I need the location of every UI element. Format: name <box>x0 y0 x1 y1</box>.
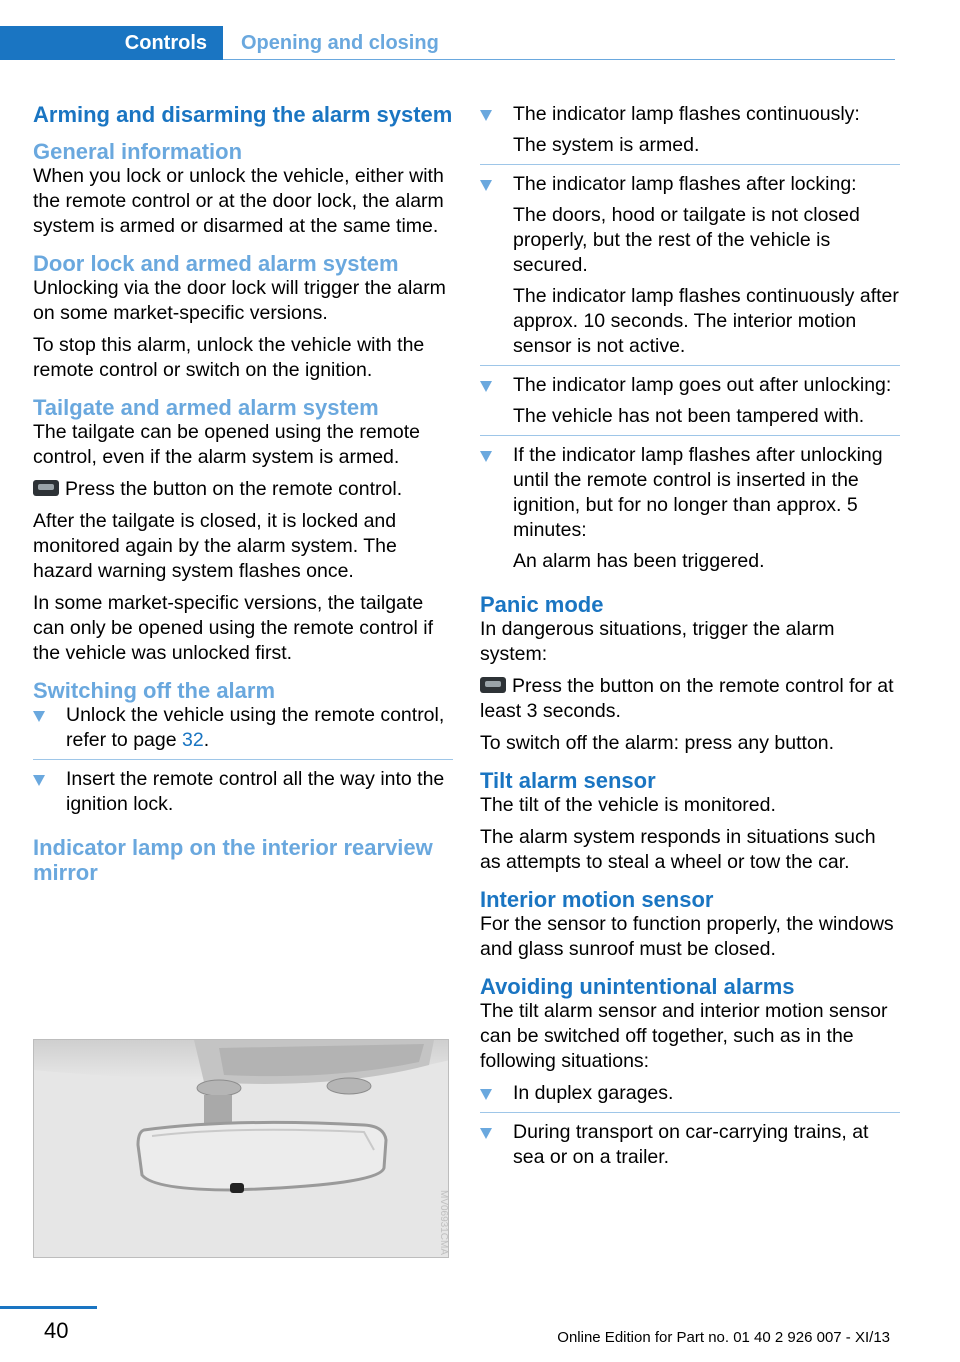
list-text: During transport on car-carrying trains, at sea or on a trailer. <box>513 1121 869 1168</box>
remote-tailgate-button-icon <box>33 480 59 496</box>
page-number: 40 <box>44 1318 69 1343</box>
list-text: The indicator lamp goes out after unlocking: <box>513 374 892 396</box>
footer-divider <box>0 1306 97 1309</box>
list-text: The system is armed. <box>513 134 700 156</box>
page-link[interactable]: 32 <box>182 729 204 751</box>
header-divider <box>223 59 895 60</box>
paragraph-text: Press the button on the remote control for at least 3 seconds. <box>480 675 894 722</box>
paragraph: For the sensor to function properly, the windows and glass sunroof must be closed. <box>480 913 894 960</box>
list-item <box>33 767 453 823</box>
paragraph: The tilt of the vehicle is monitored. <box>480 794 776 816</box>
triangle-bullet-icon <box>33 711 45 722</box>
list-text: Insert the remote control all the way into the ignition lock. <box>66 768 445 815</box>
heading-tailgate: Tailgate and armed alarm system <box>33 395 379 420</box>
list-item <box>480 1081 900 1113</box>
triangle-bullet-icon <box>480 451 492 462</box>
bullet-list <box>33 703 453 823</box>
heading-interior-motion: Interior motion sensor <box>480 887 714 912</box>
list-text: Unlock the vehicle using the remote control, refer to page <box>66 704 445 751</box>
paragraph: The tailgate can be opened using the remote control, even if the alarm system is armed. <box>33 421 421 468</box>
paragraph: To switch off the alarm: press any button. <box>480 732 835 754</box>
heading-indicator-lamp: Indicator lamp on the interior rearview mirror <box>33 835 433 885</box>
heading-door-lock: Door lock and armed alarm system <box>33 251 399 276</box>
tab-opening-and-closing[interactable]: Opening and closing <box>241 31 439 54</box>
indicator-status-list <box>480 102 900 580</box>
remote-panic-button-icon <box>480 677 506 693</box>
list-item <box>480 443 900 580</box>
paragraph: Unlocking via the door lock will trigger the alarm on some market-specific versions. <box>33 277 446 324</box>
heading-avoiding-alarms: Avoiding unintentional alarms <box>480 974 795 999</box>
tab-controls[interactable]: Controls <box>0 26 223 60</box>
heading-tilt-alarm: Tilt alarm sensor <box>480 768 656 793</box>
paragraph: In some market-specific versions, the tailgate can only be opened using the remote control if the vehicle was unlocked first. <box>33 592 434 664</box>
triangle-bullet-icon <box>480 1089 492 1100</box>
paragraph <box>480 674 900 724</box>
paragraph <box>33 477 453 502</box>
heading-general-information: General information <box>33 139 243 164</box>
situations-list <box>480 1081 900 1176</box>
list-item <box>480 102 900 165</box>
paragraph-text: Press the button on the remote control. <box>65 478 403 500</box>
right-column <box>480 102 900 1183</box>
page-title: Arming and disarming the alarm system <box>33 102 453 127</box>
page-header <box>0 26 895 60</box>
list-item <box>480 1120 900 1176</box>
triangle-bullet-icon <box>33 775 45 786</box>
paragraph: After the tailgate is closed, it is locked and monitored again by the alarm system. The hazard warning system flashes once. <box>33 510 397 582</box>
paragraph: When you lock or unlock the vehicle, either with the remote control or at the door lock, the alarm system is armed or disarmed at the same time. <box>33 165 444 237</box>
list-item <box>480 172 900 366</box>
image-code: MV06931CMA <box>438 1190 449 1256</box>
triangle-bullet-icon <box>480 1128 492 1139</box>
mirror-illustration <box>34 1040 449 1258</box>
triangle-bullet-icon <box>480 110 492 121</box>
triangle-bullet-icon <box>480 180 492 191</box>
left-column <box>33 102 453 885</box>
list-text: The indicator lamp flashes continuously after approx. 10 seconds. The interior motion sensor is not active. <box>513 285 899 357</box>
list-text: If the indicator lamp flashes after unlocking until the remote control is inserted in the ignition, but for no longer than approx. 5 minutes: <box>513 444 883 541</box>
list-text: The indicator lamp flashes continuously: <box>513 103 860 125</box>
list-text: The indicator lamp flashes after locking: <box>513 173 857 195</box>
list-text: The vehicle has not been tampered with. <box>513 405 865 427</box>
list-item <box>33 703 453 760</box>
list-text: . <box>203 729 210 751</box>
list-item <box>480 373 900 436</box>
triangle-bullet-icon <box>480 381 492 392</box>
list-text: In duplex garages. <box>513 1082 674 1104</box>
paragraph: To stop this alarm, unlock the vehicle with the remote control or switch on the ignition. <box>33 334 425 381</box>
rearview-mirror-image <box>33 1039 449 1258</box>
heading-panic-mode: Panic mode <box>480 592 604 617</box>
list-text: An alarm has been triggered. <box>513 550 765 572</box>
paragraph: The alarm system responds in situations such as attempts to steal a wheel or tow the car. <box>480 826 876 873</box>
paragraph: The tilt alarm sensor and interior motion sensor can be switched off together, such as in the following situations: <box>480 1000 888 1072</box>
list-text: The doors, hood or tailgate is not closed properly, but the rest of the vehicle is secured. <box>513 204 860 276</box>
heading-switching-off: Switching off the alarm <box>33 678 276 703</box>
paragraph: In dangerous situations, trigger the alarm system: <box>480 618 835 665</box>
edition-note: Online Edition for Part no. 01 40 2 926 007 - XI/13 <box>557 1329 890 1346</box>
